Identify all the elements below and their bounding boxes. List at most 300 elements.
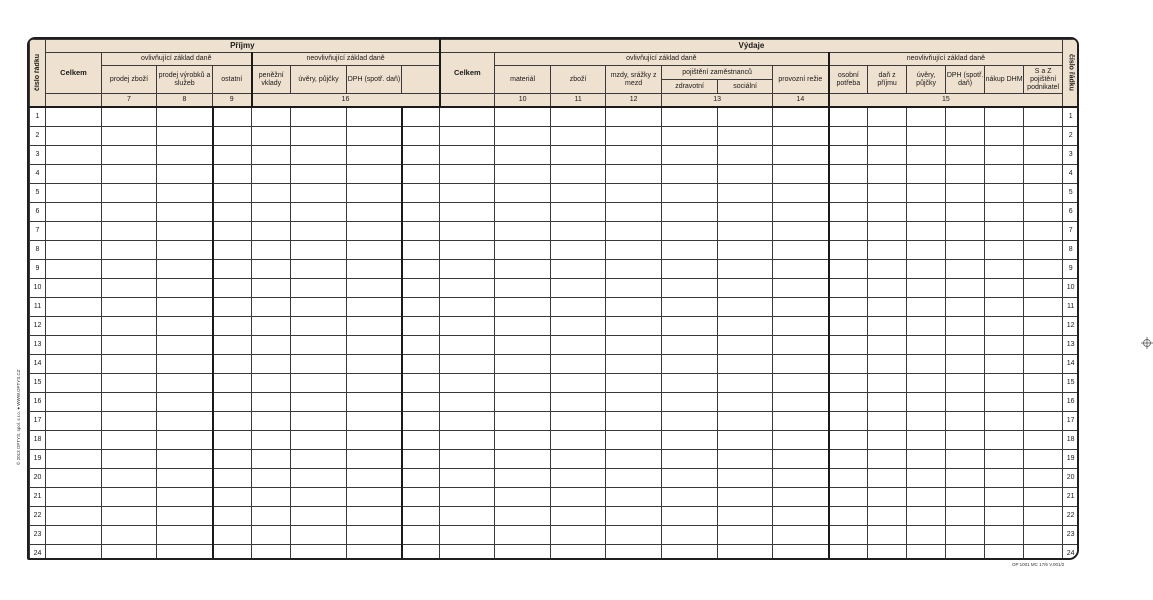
entry-cell[interactable]: [46, 355, 102, 374]
entry-cell[interactable]: [291, 184, 347, 203]
entry-cell[interactable]: [157, 317, 213, 336]
entry-cell[interactable]: [1024, 107, 1063, 127]
entry-cell[interactable]: [402, 184, 440, 203]
entry-cell[interactable]: [347, 241, 402, 260]
entry-cell[interactable]: [946, 317, 985, 336]
entry-cell[interactable]: [347, 469, 402, 488]
entry-cell[interactable]: [868, 222, 907, 241]
entry-cell[interactable]: [606, 412, 662, 431]
entry-cell[interactable]: [1024, 507, 1063, 526]
entry-cell[interactable]: [440, 526, 495, 545]
entry-cell[interactable]: [662, 545, 718, 561]
entry-cell[interactable]: [718, 507, 773, 526]
entry-cell[interactable]: [46, 545, 102, 561]
entry-cell[interactable]: [46, 203, 102, 222]
entry-cell[interactable]: [495, 184, 551, 203]
entry-cell[interactable]: [402, 412, 440, 431]
entry-cell[interactable]: [946, 412, 985, 431]
entry-cell[interactable]: [829, 279, 868, 298]
entry-cell[interactable]: [718, 393, 773, 412]
entry-cell[interactable]: [829, 507, 868, 526]
entry-cell[interactable]: [213, 507, 252, 526]
entry-cell[interactable]: [157, 469, 213, 488]
entry-cell[interactable]: [213, 107, 252, 127]
entry-cell[interactable]: [551, 279, 606, 298]
entry-cell[interactable]: [551, 165, 606, 184]
entry-cell[interactable]: [440, 355, 495, 374]
entry-cell[interactable]: [291, 241, 347, 260]
entry-cell[interactable]: [985, 203, 1024, 222]
entry-cell[interactable]: [102, 203, 157, 222]
entry-cell[interactable]: [718, 146, 773, 165]
entry-cell[interactable]: [1024, 336, 1063, 355]
entry-cell[interactable]: [829, 393, 868, 412]
entry-cell[interactable]: [662, 260, 718, 279]
entry-cell[interactable]: [402, 545, 440, 561]
entry-cell[interactable]: [46, 165, 102, 184]
entry-cell[interactable]: [829, 545, 868, 561]
entry-cell[interactable]: [606, 450, 662, 469]
entry-cell[interactable]: [440, 222, 495, 241]
entry-cell[interactable]: [868, 488, 907, 507]
entry-cell[interactable]: [46, 260, 102, 279]
entry-cell[interactable]: [495, 336, 551, 355]
entry-cell[interactable]: [985, 241, 1024, 260]
entry-cell[interactable]: [495, 241, 551, 260]
entry-cell[interactable]: [907, 222, 946, 241]
entry-cell[interactable]: [985, 374, 1024, 393]
entry-cell[interactable]: [868, 279, 907, 298]
entry-cell[interactable]: [946, 431, 985, 450]
entry-cell[interactable]: [252, 507, 291, 526]
entry-cell[interactable]: [662, 526, 718, 545]
entry-cell[interactable]: [907, 317, 946, 336]
entry-cell[interactable]: [606, 203, 662, 222]
entry-cell[interactable]: [985, 412, 1024, 431]
entry-cell[interactable]: [1024, 222, 1063, 241]
entry-cell[interactable]: [1024, 526, 1063, 545]
entry-cell[interactable]: [157, 298, 213, 317]
entry-cell[interactable]: [773, 317, 829, 336]
entry-cell[interactable]: [213, 450, 252, 469]
entry-cell[interactable]: [213, 222, 252, 241]
entry-cell[interactable]: [402, 450, 440, 469]
entry-cell[interactable]: [829, 165, 868, 184]
entry-cell[interactable]: [102, 374, 157, 393]
entry-cell[interactable]: [829, 203, 868, 222]
entry-cell[interactable]: [440, 127, 495, 146]
entry-cell[interactable]: [773, 107, 829, 127]
entry-cell[interactable]: [907, 127, 946, 146]
entry-cell[interactable]: [907, 450, 946, 469]
entry-cell[interactable]: [102, 107, 157, 127]
entry-cell[interactable]: [252, 317, 291, 336]
entry-cell[interactable]: [551, 222, 606, 241]
entry-cell[interactable]: [440, 393, 495, 412]
entry-cell[interactable]: [662, 374, 718, 393]
entry-cell[interactable]: [252, 279, 291, 298]
entry-cell[interactable]: [718, 279, 773, 298]
entry-cell[interactable]: [1024, 146, 1063, 165]
entry-cell[interactable]: [46, 488, 102, 507]
entry-cell[interactable]: [102, 526, 157, 545]
entry-cell[interactable]: [773, 298, 829, 317]
entry-cell[interactable]: [495, 298, 551, 317]
entry-cell[interactable]: [829, 260, 868, 279]
entry-cell[interactable]: [551, 184, 606, 203]
entry-cell[interactable]: [252, 450, 291, 469]
entry-cell[interactable]: [440, 184, 495, 203]
entry-cell[interactable]: [102, 450, 157, 469]
entry-cell[interactable]: [551, 412, 606, 431]
entry-cell[interactable]: [402, 127, 440, 146]
entry-cell[interactable]: [440, 374, 495, 393]
entry-cell[interactable]: [773, 412, 829, 431]
entry-cell[interactable]: [718, 431, 773, 450]
entry-cell[interactable]: [868, 298, 907, 317]
entry-cell[interactable]: [551, 107, 606, 127]
entry-cell[interactable]: [157, 127, 213, 146]
entry-cell[interactable]: [291, 431, 347, 450]
entry-cell[interactable]: [495, 431, 551, 450]
entry-cell[interactable]: [252, 127, 291, 146]
entry-cell[interactable]: [291, 298, 347, 317]
entry-cell[interactable]: [946, 374, 985, 393]
entry-cell[interactable]: [773, 393, 829, 412]
entry-cell[interactable]: [868, 336, 907, 355]
entry-cell[interactable]: [718, 545, 773, 561]
entry-cell[interactable]: [252, 203, 291, 222]
entry-cell[interactable]: [157, 222, 213, 241]
entry-cell[interactable]: [291, 450, 347, 469]
entry-cell[interactable]: [46, 298, 102, 317]
entry-cell[interactable]: [829, 336, 868, 355]
entry-cell[interactable]: [495, 127, 551, 146]
entry-cell[interactable]: [551, 431, 606, 450]
entry-cell[interactable]: [946, 107, 985, 127]
entry-cell[interactable]: [907, 526, 946, 545]
entry-cell[interactable]: [1024, 450, 1063, 469]
entry-cell[interactable]: [157, 203, 213, 222]
entry-cell[interactable]: [1024, 127, 1063, 146]
entry-cell[interactable]: [46, 107, 102, 127]
entry-cell[interactable]: [606, 241, 662, 260]
entry-cell[interactable]: [829, 355, 868, 374]
entry-cell[interactable]: [662, 336, 718, 355]
entry-cell[interactable]: [985, 107, 1024, 127]
entry-cell[interactable]: [102, 279, 157, 298]
entry-cell[interactable]: [868, 203, 907, 222]
entry-cell[interactable]: [347, 127, 402, 146]
entry-cell[interactable]: [347, 336, 402, 355]
entry-cell[interactable]: [718, 317, 773, 336]
entry-cell[interactable]: [662, 507, 718, 526]
entry-cell[interactable]: [157, 279, 213, 298]
entry-cell[interactable]: [829, 184, 868, 203]
entry-cell[interactable]: [495, 488, 551, 507]
entry-cell[interactable]: [402, 374, 440, 393]
entry-cell[interactable]: [773, 488, 829, 507]
entry-cell[interactable]: [868, 165, 907, 184]
entry-cell[interactable]: [157, 184, 213, 203]
entry-cell[interactable]: [662, 393, 718, 412]
entry-cell[interactable]: [946, 469, 985, 488]
entry-cell[interactable]: [773, 222, 829, 241]
entry-cell[interactable]: [606, 355, 662, 374]
entry-cell[interactable]: [1024, 317, 1063, 336]
entry-cell[interactable]: [662, 146, 718, 165]
entry-cell[interactable]: [102, 184, 157, 203]
entry-cell[interactable]: [347, 412, 402, 431]
entry-cell[interactable]: [773, 469, 829, 488]
entry-cell[interactable]: [440, 279, 495, 298]
entry-cell[interactable]: [252, 412, 291, 431]
entry-cell[interactable]: [868, 317, 907, 336]
entry-cell[interactable]: [252, 355, 291, 374]
entry-cell[interactable]: [551, 127, 606, 146]
entry-cell[interactable]: [46, 507, 102, 526]
entry-cell[interactable]: [157, 241, 213, 260]
entry-cell[interactable]: [551, 374, 606, 393]
entry-cell[interactable]: [440, 298, 495, 317]
entry-cell[interactable]: [347, 526, 402, 545]
entry-cell[interactable]: [213, 526, 252, 545]
entry-cell[interactable]: [662, 488, 718, 507]
entry-cell[interactable]: [718, 165, 773, 184]
entry-cell[interactable]: [252, 374, 291, 393]
entry-cell[interactable]: [440, 431, 495, 450]
entry-cell[interactable]: [1024, 203, 1063, 222]
entry-cell[interactable]: [985, 260, 1024, 279]
entry-cell[interactable]: [662, 165, 718, 184]
entry-cell[interactable]: [907, 431, 946, 450]
entry-cell[interactable]: [718, 355, 773, 374]
entry-cell[interactable]: [291, 488, 347, 507]
entry-cell[interactable]: [1024, 279, 1063, 298]
entry-cell[interactable]: [985, 127, 1024, 146]
entry-cell[interactable]: [402, 107, 440, 127]
entry-cell[interactable]: [213, 469, 252, 488]
entry-cell[interactable]: [829, 222, 868, 241]
entry-cell[interactable]: [868, 374, 907, 393]
entry-cell[interactable]: [946, 393, 985, 412]
entry-cell[interactable]: [213, 431, 252, 450]
entry-cell[interactable]: [291, 165, 347, 184]
entry-cell[interactable]: [829, 412, 868, 431]
entry-cell[interactable]: [157, 526, 213, 545]
entry-cell[interactable]: [606, 469, 662, 488]
entry-cell[interactable]: [662, 355, 718, 374]
entry-cell[interactable]: [946, 507, 985, 526]
entry-cell[interactable]: [551, 450, 606, 469]
entry-cell[interactable]: [347, 203, 402, 222]
entry-cell[interactable]: [291, 279, 347, 298]
entry-cell[interactable]: [102, 241, 157, 260]
entry-cell[interactable]: [662, 279, 718, 298]
entry-cell[interactable]: [868, 184, 907, 203]
entry-cell[interactable]: [829, 488, 868, 507]
entry-cell[interactable]: [157, 374, 213, 393]
entry-cell[interactable]: [347, 279, 402, 298]
entry-cell[interactable]: [213, 355, 252, 374]
entry-cell[interactable]: [662, 317, 718, 336]
entry-cell[interactable]: [985, 298, 1024, 317]
entry-cell[interactable]: [157, 107, 213, 127]
entry-cell[interactable]: [829, 374, 868, 393]
entry-cell[interactable]: [551, 507, 606, 526]
entry-cell[interactable]: [495, 279, 551, 298]
entry-cell[interactable]: [291, 545, 347, 561]
entry-cell[interactable]: [868, 431, 907, 450]
entry-cell[interactable]: [868, 260, 907, 279]
entry-cell[interactable]: [829, 298, 868, 317]
entry-cell[interactable]: [829, 107, 868, 127]
entry-cell[interactable]: [213, 279, 252, 298]
entry-cell[interactable]: [347, 488, 402, 507]
entry-cell[interactable]: [402, 317, 440, 336]
entry-cell[interactable]: [1024, 545, 1063, 561]
entry-cell[interactable]: [102, 146, 157, 165]
entry-cell[interactable]: [157, 336, 213, 355]
entry-cell[interactable]: [662, 184, 718, 203]
entry-cell[interactable]: [606, 393, 662, 412]
entry-cell[interactable]: [46, 469, 102, 488]
entry-cell[interactable]: [46, 241, 102, 260]
entry-cell[interactable]: [606, 184, 662, 203]
entry-cell[interactable]: [946, 184, 985, 203]
entry-cell[interactable]: [551, 336, 606, 355]
entry-cell[interactable]: [606, 526, 662, 545]
entry-cell[interactable]: [907, 107, 946, 127]
entry-cell[interactable]: [347, 431, 402, 450]
entry-cell[interactable]: [213, 412, 252, 431]
entry-cell[interactable]: [291, 260, 347, 279]
entry-cell[interactable]: [662, 431, 718, 450]
entry-cell[interactable]: [773, 374, 829, 393]
entry-cell[interactable]: [829, 450, 868, 469]
entry-cell[interactable]: [157, 450, 213, 469]
entry-cell[interactable]: [985, 146, 1024, 165]
entry-cell[interactable]: [347, 374, 402, 393]
entry-cell[interactable]: [907, 393, 946, 412]
entry-cell[interactable]: [907, 507, 946, 526]
entry-cell[interactable]: [291, 317, 347, 336]
entry-cell[interactable]: [402, 393, 440, 412]
entry-cell[interactable]: [440, 146, 495, 165]
entry-cell[interactable]: [213, 336, 252, 355]
entry-cell[interactable]: [402, 260, 440, 279]
entry-cell[interactable]: [551, 488, 606, 507]
entry-cell[interactable]: [347, 317, 402, 336]
entry-cell[interactable]: [1024, 469, 1063, 488]
entry-cell[interactable]: [718, 222, 773, 241]
entry-cell[interactable]: [46, 431, 102, 450]
entry-cell[interactable]: [402, 222, 440, 241]
entry-cell[interactable]: [347, 146, 402, 165]
entry-cell[interactable]: [907, 184, 946, 203]
entry-cell[interactable]: [718, 374, 773, 393]
entry-cell[interactable]: [440, 507, 495, 526]
entry-cell[interactable]: [402, 469, 440, 488]
entry-cell[interactable]: [662, 450, 718, 469]
entry-cell[interactable]: [1024, 412, 1063, 431]
entry-cell[interactable]: [868, 393, 907, 412]
entry-cell[interactable]: [291, 336, 347, 355]
entry-cell[interactable]: [291, 222, 347, 241]
entry-cell[interactable]: [440, 317, 495, 336]
entry-cell[interactable]: [907, 488, 946, 507]
entry-cell[interactable]: [662, 412, 718, 431]
entry-cell[interactable]: [495, 222, 551, 241]
entry-cell[interactable]: [102, 412, 157, 431]
entry-cell[interactable]: [46, 317, 102, 336]
entry-cell[interactable]: [662, 222, 718, 241]
entry-cell[interactable]: [946, 526, 985, 545]
entry-cell[interactable]: [985, 336, 1024, 355]
entry-cell[interactable]: [291, 374, 347, 393]
entry-cell[interactable]: [718, 488, 773, 507]
entry-cell[interactable]: [946, 545, 985, 561]
entry-cell[interactable]: [46, 146, 102, 165]
entry-cell[interactable]: [495, 507, 551, 526]
entry-cell[interactable]: [102, 298, 157, 317]
entry-cell[interactable]: [985, 184, 1024, 203]
entry-cell[interactable]: [946, 336, 985, 355]
entry-cell[interactable]: [46, 336, 102, 355]
entry-cell[interactable]: [868, 241, 907, 260]
entry-cell[interactable]: [495, 393, 551, 412]
entry-cell[interactable]: [606, 107, 662, 127]
entry-cell[interactable]: [291, 146, 347, 165]
entry-cell[interactable]: [1024, 184, 1063, 203]
entry-cell[interactable]: [347, 450, 402, 469]
entry-cell[interactable]: [252, 107, 291, 127]
entry-cell[interactable]: [606, 165, 662, 184]
entry-cell[interactable]: [102, 507, 157, 526]
entry-cell[interactable]: [606, 279, 662, 298]
entry-cell[interactable]: [551, 203, 606, 222]
entry-cell[interactable]: [252, 146, 291, 165]
entry-cell[interactable]: [946, 241, 985, 260]
entry-cell[interactable]: [291, 107, 347, 127]
entry-cell[interactable]: [907, 298, 946, 317]
entry-cell[interactable]: [718, 412, 773, 431]
entry-cell[interactable]: [102, 355, 157, 374]
entry-cell[interactable]: [907, 545, 946, 561]
entry-cell[interactable]: [985, 431, 1024, 450]
entry-cell[interactable]: [606, 317, 662, 336]
entry-cell[interactable]: [252, 545, 291, 561]
entry-cell[interactable]: [606, 488, 662, 507]
entry-cell[interactable]: [102, 336, 157, 355]
entry-cell[interactable]: [402, 165, 440, 184]
entry-cell[interactable]: [102, 488, 157, 507]
entry-cell[interactable]: [252, 431, 291, 450]
entry-cell[interactable]: [402, 298, 440, 317]
entry-cell[interactable]: [157, 165, 213, 184]
entry-cell[interactable]: [102, 317, 157, 336]
entry-cell[interactable]: [985, 507, 1024, 526]
entry-cell[interactable]: [662, 107, 718, 127]
entry-cell[interactable]: [773, 355, 829, 374]
entry-cell[interactable]: [773, 336, 829, 355]
entry-cell[interactable]: [718, 107, 773, 127]
entry-cell[interactable]: [773, 184, 829, 203]
entry-cell[interactable]: [495, 317, 551, 336]
entry-cell[interactable]: [907, 336, 946, 355]
entry-cell[interactable]: [495, 146, 551, 165]
entry-cell[interactable]: [829, 146, 868, 165]
